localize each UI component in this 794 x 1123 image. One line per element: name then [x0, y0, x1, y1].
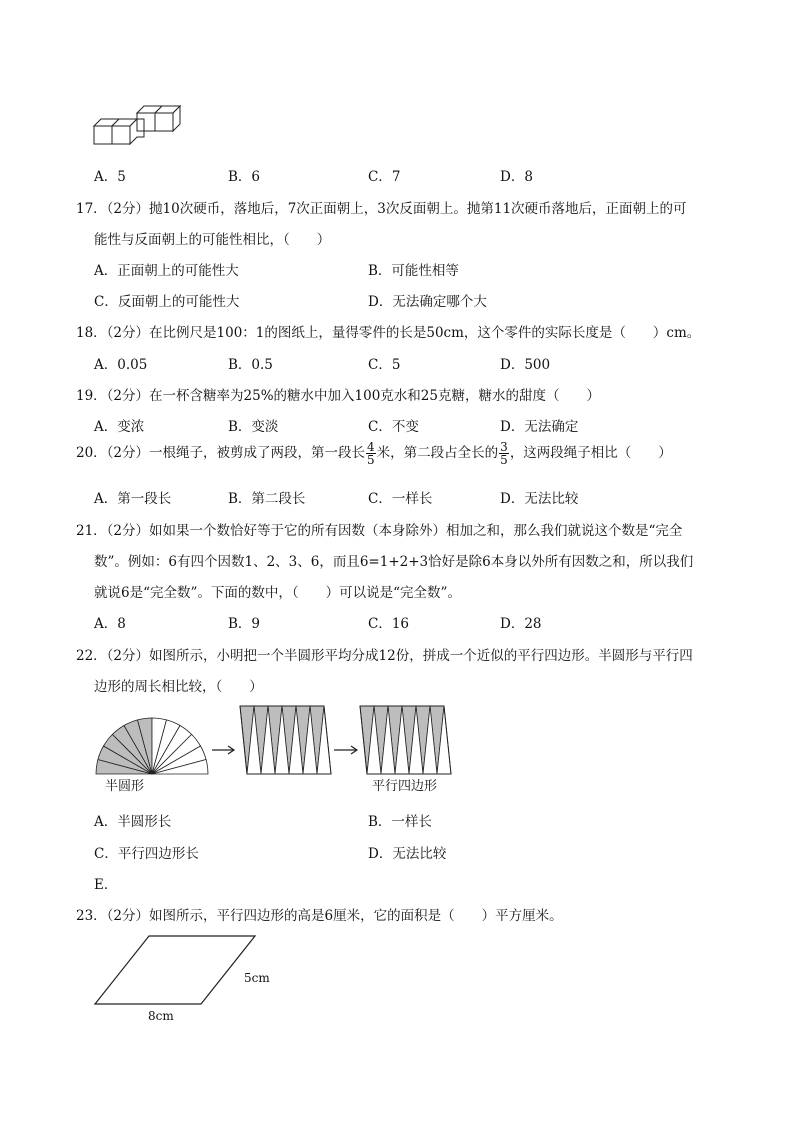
q22-option-e: E． [94, 877, 118, 893]
q20-fraction-first-numerator: 4 [367, 440, 375, 454]
q20-fraction-first [366, 441, 376, 466]
q20-text-part1: 20．（2分）一根绳子，被剪成了两段，第一段长 [76, 445, 366, 461]
label-parallelogram: 平行四边形 [372, 779, 438, 794]
q21-text-line1: 21．（2分）如如果一个数恰好等于它的所有因数（本身除外）相加之和，那么我们就说这个数是“完全 [76, 523, 683, 539]
q22-option-c: C．平行四边形长 [94, 846, 199, 862]
q17-option-d: D．无法确定哪个大 [368, 294, 487, 310]
semicircle-parallelogram-figure [92, 700, 472, 800]
q22-option-a: A．半圆形长 [94, 814, 172, 830]
label-semicircle: 半圆形 [105, 779, 145, 794]
q21-text-line3: 就说6是“完全数”。下面的数中，（ ）可以说是“完全数”。 [94, 585, 461, 601]
q21-option-b: B．9 [228, 616, 261, 632]
parallelogram-outline [95, 936, 255, 1004]
q22-option-d: D．无法比较 [368, 846, 447, 862]
q21-option-d: D．28 [500, 616, 542, 632]
parallelogram-shape-2 [360, 706, 451, 774]
q22-text-line1: 22．（2分）如图所示，小明把一个半圆形平均分成12份，拼成一个近似的平行四边形。半圆形与平行四 [76, 648, 693, 664]
q20-text-line1 [76, 441, 672, 466]
q16-option-a: A．5 [94, 169, 126, 185]
q23-text-line1: 23．（2分）如图所示，平行四边形的高是6厘米，它的面积是（ ）平方厘米。 [76, 908, 563, 924]
q16-option-c: C．7 [368, 169, 401, 185]
label-side-length: 5cm [244, 971, 270, 985]
q22-option-b: B．一样长 [368, 814, 432, 830]
q20-fraction-first-denominator: 5 [367, 453, 375, 467]
parallelogram-figure [92, 930, 292, 1026]
q17-text-line2: 能性与反面朝上的可能性相比，（ ） [94, 232, 331, 248]
q20-text-part2: 米，第二段占全长的 [376, 445, 499, 461]
q18-option-a: A．0.05 [94, 357, 148, 373]
q16-option-b: B．6 [228, 169, 261, 185]
q17-text-line1: 17．（2分）抛10次硬币，落地后，7次正面朝上，3次反面朝上。抛第11次硬币落地后，正面朝上的可 [76, 201, 687, 217]
q20-option-a: A．第一段长 [94, 491, 172, 507]
q18-option-d: D．500 [500, 357, 551, 373]
q21-option-a: A．8 [94, 616, 126, 632]
q17-option-b: B．可能性相等 [368, 263, 459, 279]
q20-fraction-second-numerator: 3 [500, 440, 508, 454]
q17-option-c: C．反面朝上的可能性大 [94, 294, 240, 310]
semicircle-shape [96, 718, 208, 774]
q21-text-line2: 数”。例如：6有四个因数1、2、3、6，而且6=1+2+3恰好是除6本身以外所有因数之和，所以我们 [94, 554, 694, 570]
parallelogram-shape-1 [240, 706, 331, 774]
q19-option-d: D．无法确定 [500, 419, 579, 435]
arrow-2-icon [334, 746, 357, 754]
q20-fraction-second-denominator: 5 [500, 453, 508, 467]
q18-option-c: C．5 [368, 357, 401, 373]
q19-option-c: C．不变 [368, 419, 419, 435]
q22-text-line2: 边形的周长相比较，（ ） [94, 679, 263, 695]
q18-text-line1: 18．（2分）在比例尺是100：1的图纸上，量得零件的长是50cm，这个零件的实际长度是（ ）cm。 [76, 325, 701, 341]
q18-option-b: B．0.5 [228, 357, 273, 373]
q21-option-c: C．16 [368, 616, 410, 632]
q16-option-d: D．8 [500, 169, 533, 185]
label-base-length: 8cm [148, 1009, 174, 1023]
q19-option-b: B．变淡 [228, 419, 279, 435]
q20-text-part3: ，这两段绳子相比（ ） [509, 445, 672, 461]
q20-option-d: D．无法比较 [500, 491, 579, 507]
q20-option-b: B．第二段长 [228, 491, 306, 507]
q17-option-a: A．正面朝上的可能性大 [94, 263, 239, 279]
arrow-1-icon [212, 746, 234, 754]
q20-option-c: C．一样长 [368, 491, 433, 507]
q19-text-line1: 19．（2分）在一杯含糖率为25%的糖水中加入100克水和25克糖，糖水的甜度（ ） [76, 388, 600, 404]
cube-figure [92, 104, 182, 150]
q20-fraction-second [499, 441, 509, 466]
q19-option-a: A．变浓 [94, 419, 145, 435]
